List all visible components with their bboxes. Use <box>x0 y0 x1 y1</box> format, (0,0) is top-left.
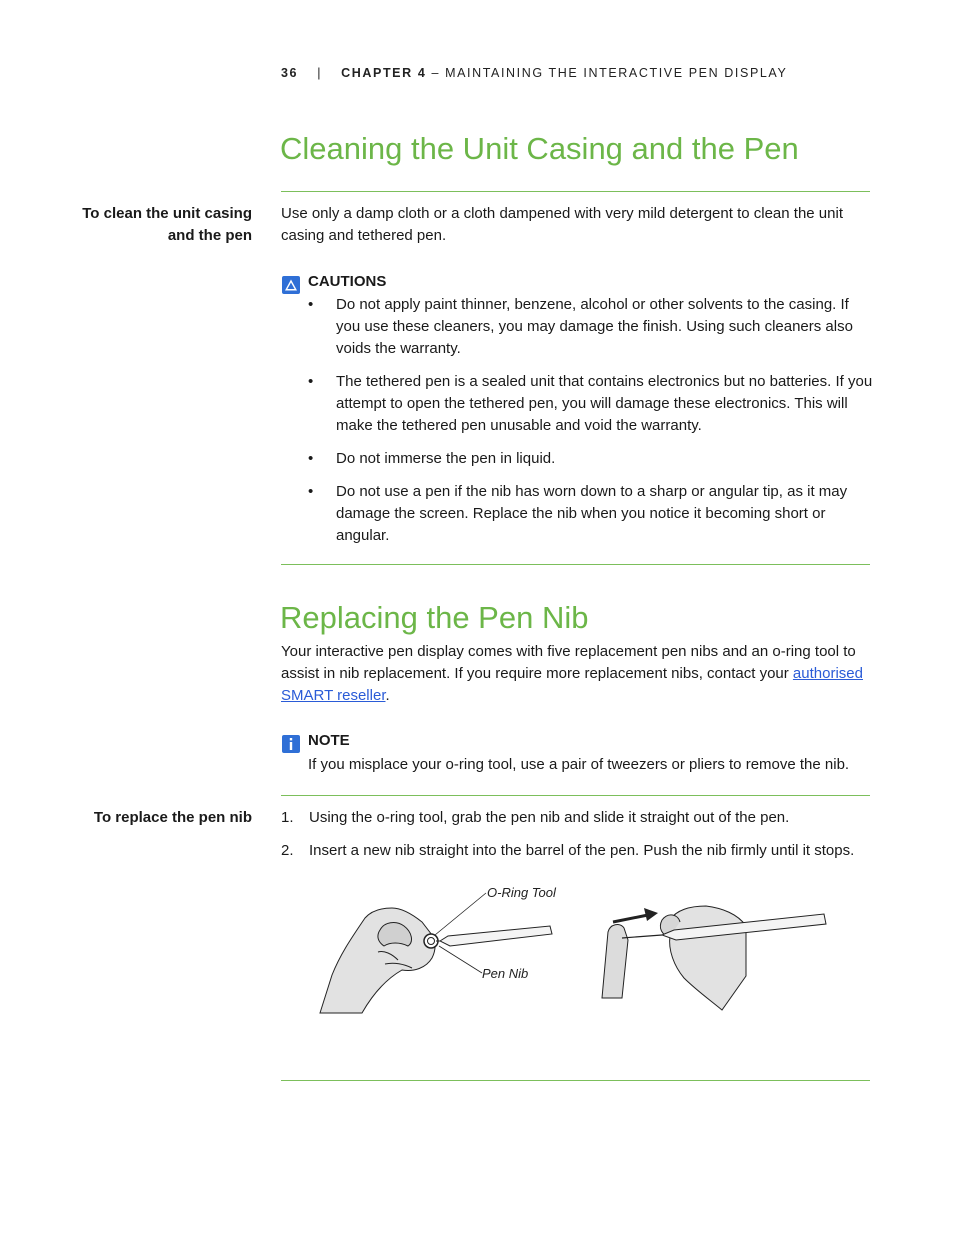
header-separator: | <box>317 66 323 80</box>
replacing-intro: Your interactive pen display comes with five replacement pen nibs and an o-ring tool to assist in nib replacement. If you require more replacement nibs, contact your authorised SMART reseller. <box>281 643 863 704</box>
list-item: • The tethered pen is a sealed unit that contains electronics but no batteries. If you attempt to open the tethered pen, you will damage these electronics. This will make the tethered pen unusable and void the warranty. <box>308 373 873 434</box>
finger-illustration <box>602 925 628 998</box>
running-header <box>281 66 787 80</box>
list-item: • Do not use a pen if the nib has worn down to a sharp or angular tip, as it may damage the screen. Replace the nib when you notice it becoming short or angular. <box>308 483 848 544</box>
divider <box>281 1080 870 1081</box>
reseller-link[interactable]: authorised SMART reseller <box>281 665 863 704</box>
note-text: If you misplace your o-ring tool, use a pair of tweezers or pliers to remove the nib. <box>308 756 850 773</box>
divider <box>281 191 870 192</box>
leader-line-nib <box>439 946 482 973</box>
divider <box>281 795 870 796</box>
cleaning-intro: Use only a damp cloth or a cloth dampened with very mild detergent to clean the unit casing and tethered pen. <box>281 205 843 244</box>
side-heading-line: To clean the unit casing <box>82 205 252 222</box>
hand-oring-illustration <box>320 908 435 1013</box>
leader-line-oring <box>435 893 486 935</box>
figure-label-oring: O-Ring Tool <box>487 885 556 900</box>
nib-shape <box>622 935 662 938</box>
chapter-label: CHAPTER 4 <box>341 66 427 80</box>
list-item: • Do not immerse the pen in liquid. <box>308 450 556 467</box>
caution-icon <box>282 276 300 294</box>
nib-replacement-figure <box>310 880 840 1020</box>
note-label: NOTE <box>308 732 350 749</box>
figure-label-nib: Pen Nib <box>482 966 529 981</box>
cautions-label: CAUTIONS <box>308 273 387 290</box>
section-title-replacing: Replacing the Pen Nib <box>280 600 589 635</box>
list-item: • Do not apply paint thinner, benzene, alcohol or other solvents to the casing. If you use these cleaners, you may damage the finish. Using such cleaners also voids the warranty. <box>308 296 853 357</box>
list-item: 1. Using the o-ring tool, grab the pen nib and slide it straight out of the pen. <box>281 809 790 826</box>
section-title-cleaning: Cleaning the Unit Casing and the Pen <box>280 131 799 166</box>
hand-pen-illustration <box>660 906 746 1010</box>
cautions-list <box>308 294 873 558</box>
insert-arrow-icon <box>613 908 658 922</box>
illustration <box>310 880 840 1020</box>
side-heading-line: and the pen <box>167 227 252 244</box>
info-icon <box>282 735 300 753</box>
page-number: 36 <box>281 66 299 80</box>
chapter-title: – MAINTAINING THE INTERACTIVE PEN DISPLAY <box>426 66 788 80</box>
side-heading-clean <box>82 203 252 247</box>
steps-list <box>281 807 873 873</box>
list-item: 2. Insert a new nib straight into the barrel of the pen. Push the nib firmly until it stops. <box>281 842 855 859</box>
pen-shape <box>436 926 552 946</box>
side-heading-replace: To replace the pen nib <box>93 809 252 826</box>
divider <box>281 564 870 565</box>
